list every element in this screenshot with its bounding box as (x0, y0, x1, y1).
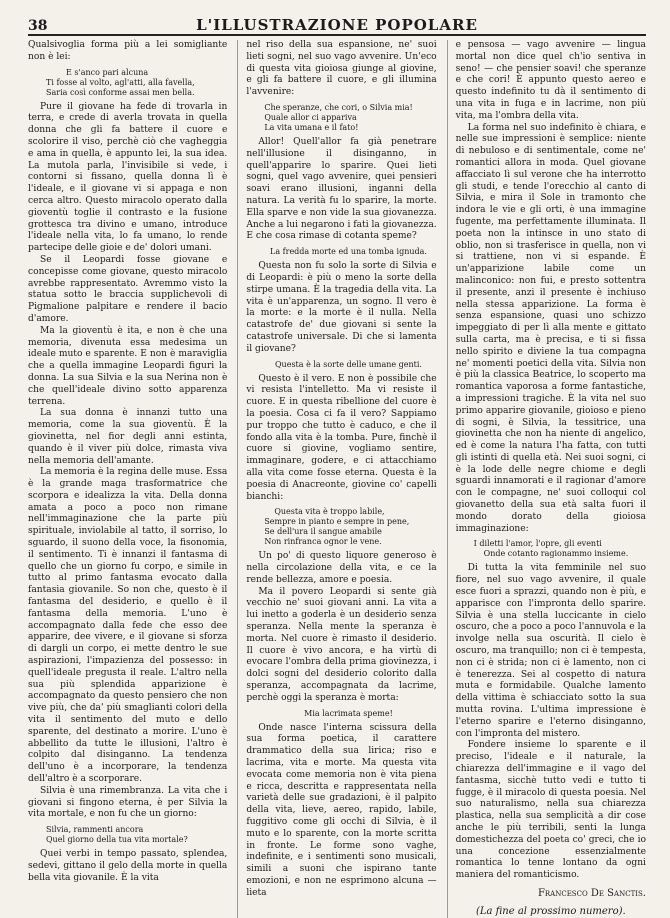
verse-line: La vita umana e il fato! (264, 122, 359, 132)
page-number: 38 (28, 18, 48, 34)
paragraph: Onde nasce l'interna scissura della sua forma poetica, il carattere drammatico della sua lirica; riso e lacrima, vita e morte. Ma questa vita evocata come memoria non è vita piena e ricca, descritta e rappresentata nella varietà delle sue gradazioni, è il palpito della vita, lieve, aereo, rapido, labile, fuggitivo come gli occhi di Silvia, è il muto e lo sparente, con la morte scritta in fronte. Le forme sono vaghe, indefinite, e i sentimenti sono musicali, simili a suoni che ispirano tante emozioni, e non ne esprimono alcuna — lieta (246, 722, 437, 898)
paragraph: La memoria è la regina delle muse. Essa è la grande maga trasformatrice che scorpora e idealizza la vita. Della donna amata a poco a poco non rimane nell'immaginazione che la parte più spirituale, inviolabile al tatto, il sorriso, lo sguardo, il suono della voce, la fisonomia, il sentimento. Ti è innanzi il fantasma di quello che un giorno fu corpo, e simile in tutto al primo fantasma evocato dalla fantasia giovanile. So non che, questo è il fantasma del desiderio, e quello è il fantasma della memoria. L'uno è accompagnato dalla fede che esso dee apparire, dee vivere, e il giovane si sforza di dargli un corpo, ei mette dentro le sue aspirazioni, l'impazienza del possesso: in quell'ideale pregusta il reale. L'altro nella sua più splendida apparizione è accompagnato da questo pensiero che non vive più, che da' più smaglianti colori della vita il sentimento del muto e dello sparente, del destinato a morire. L'uno è abbellito da tutte le illusioni, l'altro è colpito dal disinganno. La tendenza dell'uno è a incorporare, la tendenza dell'altro è a scorporare. (28, 467, 228, 785)
verse-quote (260, 247, 436, 257)
verse-quote (264, 507, 436, 547)
paragraph: Ma il povero Leopardi si sente già vecchio ne' suoi giovani anni. La vita a lui inetto a goderla è un desiderio senza speranza. Nella mente la speranza è morta. Nel cuore è rimasto il desiderio. Il cuore è vivo ancora, e ha virtù di evocare l'ombra della prima giovinezza, i dolci sogni del desiderio colorito dalla speranza, accompagnata da lacrime, perchè oggi la speranza è morta: (246, 586, 437, 703)
verse-line: Questa è la sorte delle umane genti. (275, 359, 422, 369)
paragraph: Allor! Quell'allor fa già penetrare nell'illusione il disinganno, in quell'apparire lo sparire. Quei lieti sogni, quel vago avvenire, quei pensieri soavi erano illusioni, inganni della natura. La verità fu lo sparire, la morte. Ella sparve e non vide la sua giovanezza. Anche a lui negarono i fati la giovanezza. E che cosa rimase di cotanta speme? (246, 136, 437, 242)
verse-line: La fredda morte ed una tomba ignuda. (270, 247, 427, 257)
paragraph: nel riso della sua espansione, ne' suoi lieti sogni, nel suo vago avvenire. Un'eco di questa vita gioiosa giunge al giovine, e gli fa battere il cuore, e gli illumina l'avvenire: (246, 40, 437, 98)
column-3 (447, 40, 646, 918)
paragraph: Questo è il vero. E non è possibile che vi resista l'intelletto. Ma vi resiste il cuore. E in questa ribellione del cuore è la poesia. Cosa ci fa il vero? Sappiamo pur troppo che tutto è caduco, e che il fondo alla vita è la tomba. Pure, finchè il cuore si giovine, vogliamo sentire, immaginare, godere, e ci attacchiamo alla vita come fosse eterna. Questa è la poesia di Anacreonte, giovine co' capelli bianchi: (246, 373, 437, 502)
paragraph: La forma nel suo indefinito è chiara, e nelle sue impressioni è semplice: niente di nebuloso e di sentimentale, come ne' romantici allora in moda. Quel giovane affacciato lì sul verone che ha interrotto gli studi, e tende l'orecchio al canto di Silvia, e mira il Sole in tramonto che indora le vie e gli orti, è una immagine fugente, ma perfettamente illuminata. Il poeta non la intinsce in uno stato di oblio, non si trasferisce in quella, non vi si trattiene, non vi si espande. È un'apparizione labile come un malinconico: non fui, e presto sottentra il presente, anzi il presente è inchiuso nella stessa apparizione. La forma è senza espansione, quasi uno schizzo impeggiato di per lì alla mente e gittato sulla carta, ma è precisa, e ti si fissa nello spirito e diviene la tua compagna ne' momenti poetici della vita. Silvia non è più la classica Beatrice, lo scoperto ma romantica vaporosa a forme fantastiche, a impressioni tragiche. È la vita nel suo primo apparire giovanile, gioioso e pieno di sogni, è Silvia, la tessitrice, una giovinetta che non ha niente di angelico, ed è come la natura l'ha fatta, con tutti gli istinti di quella età. Nei suoi sogni, ci è la lode delle negre chiome e degli sguardi innamorati e il ragionar d'amore con le compagne, ne' suoi colloqui col giovanetto della sua età salta fuori il mondo dorato della gioiosa immaginazione: (455, 122, 646, 534)
paragraph: Fondere insieme lo sparente e il preciso, l'ideale e il naturale, la chiarezza dell'immagine e il vago del fantasma, sicchè tutto vedi e tutto ti fugge, è il miracolo di questa poesia. Nel suo naturalismo, nella sua chiarezza plastica, nella sua semplicità a dir cose anche le più terribili, senti la lunga domestichezza del poeta co' greci, che io una concezione essenzialmente romantica lo tenne lontano da ogni maniera del romanticismo. (455, 740, 646, 881)
publication-title: L'ILLUSTRAZIONE POPOLARE (196, 16, 478, 34)
article-columns (28, 40, 646, 917)
author-signature: Francesco De Sanctis. (537, 887, 646, 899)
paragraph: Questa non fu solo la sorte di Silvia e di Leopardi: è più o meno la sorte della stirpe umana. È la tragedia della vita. La vita è un'apparenza, un sogno. Il vero è la morte: e la morte è il nulla. Nella catastrofe de' due giovani si sente la catastrofe universale. Di che si lamenta il giovane? (246, 261, 437, 354)
verse-line: Sempre in pianto e sempre in pene, (264, 517, 410, 527)
verse-quote (46, 68, 227, 98)
verse-line: Quel giorno della tua vita mortale? (46, 835, 188, 845)
verse-line: Onde cotanto ragionammo insieme. (483, 549, 629, 559)
column-1 (28, 40, 227, 918)
verse-line: E s'anco pari alcuna (66, 67, 149, 77)
paragraph: Un po' di questo liquore generoso è nella circolazione della vita, e ce la rende bellezza, amore e poesia. (246, 551, 437, 585)
column-3-body (456, 40, 646, 882)
verse-line: Quale allor ci appariva (264, 112, 357, 122)
verse-line: Non rinfranca ognor le vene. (264, 537, 382, 547)
paragraph: Quei verbi in tempo passato, splendea, sedevi, gittano il gelo della morte in quella bella vita giovanile. È la vita (28, 849, 228, 883)
paragraph: Ma la gioventù è ita, e non è che una memoria, divenuta essa medesima un ideale muto e sparente. E non è maraviglia che a quella immagine Leopardi figuri la donna. La sua Silvia e la sua Nerina non è che quell'ideale divino sotto apparenza terrena. (28, 325, 228, 407)
verse-line: Silvia, rammenti ancora (46, 825, 144, 835)
paragraph: Silvia è una rimembranza. La vita che i giovani si fingono eterna, è per Silvia la vita mortale, e non fu che un giorno: (28, 785, 228, 820)
paragraph: Pure il giovane ha fede di trovarla in terra, e crede di averla trovata in quella donna che gli fa battere il cuore e scolorire il viso, perchè ciò che vagheggia e ama in quella, è appunto lei, la sua idea. La mutola parla, l'invisibile si vede, i contorni si fissano, quella donna lì è l'ideale, e il giovane vi si appaga e non cerca altro. Questo miracolo operato dalla gioventù toglie il contrasto e la fusione grottesca tra divino e umano, introduce l'ideale nella vita, lo fa umano, lo rende partecipe delle gioie e de' dolori umani. (28, 101, 228, 254)
verse-line: Questa vita è troppo labile, (274, 507, 385, 517)
verse-line: Che speranze, che cori, o Silvia mia! (264, 102, 413, 112)
verse-line: Mia lacrimata speme! (304, 708, 393, 718)
verse-quote (474, 539, 646, 559)
verse-quote (260, 360, 436, 370)
paragraph: Di tutta la vita femminile nel suo fiore, nel suo vago avvenire, il quale esce fuori a sprazzi, quando non è più, e apparisce con l'impronta dello sparire. Silvia è una stella luccicante in cielo oscuro, che a poco a poco l'annuvola e la involge nella sua oscurità. Il cielo è oscuro, ma tranquillo; non ci è tempesta, non ci è strida; non ci è lamento, non ci è tenerezza. Sei al cospetto di natura muta e formidabile. Qualche lamento della vittima è schiacciato sotto la sua mutta rovina. L'ultima impressione è l'eterno sparire e l'eterno disinganno, con l'impronta del mistero. (455, 563, 646, 739)
continuation-note: (La fine al prossimo numero). (475, 905, 626, 917)
paragraph: Se il Leopardi fosse giovane e concepisse come giovane, questo miracolo avrebbe rappresentato. Avremmo visto la statua sotto le braccia supplichevoli di Pigmalione palpitare e rendere il bacio d'amore. (28, 254, 228, 324)
verse-quote (46, 825, 227, 845)
paragraph: Qualsivoglia forma più a lei somigliante non è lei: (28, 40, 228, 62)
column-2 (237, 40, 436, 918)
page-header (28, 8, 646, 36)
paragraph: La sua donna è innanzi tutto una memoria, come la sua gioventù. È la giovinetta, nel fior degli anni estinta, quando è il viver più dolce, rimasta viva nella memoria dell'amante. (28, 408, 228, 466)
verse-quote (260, 709, 436, 719)
verse-quote (264, 103, 436, 133)
verse-line: Saria così conforme assai men bella. (46, 87, 195, 97)
paragraph: e pensosa — vago avvenire — lingua mortal non dice quel ch'io sentiva in seno! — che pensier soavi! che speranze e che cori! È appunto questo aereo e questo indefinito tu dà il sentimento di una vita in fuga e in lacrime, non più vita, ma l'ombra della vita. (455, 40, 646, 121)
verse-line: Se dell'ura il sangue amabile (264, 527, 382, 537)
verse-line: Ti fosse al volto, agl'atti, alla favella, (46, 77, 195, 87)
verse-line: I diletti l'amor, l'opre, gli eventi (473, 539, 602, 549)
